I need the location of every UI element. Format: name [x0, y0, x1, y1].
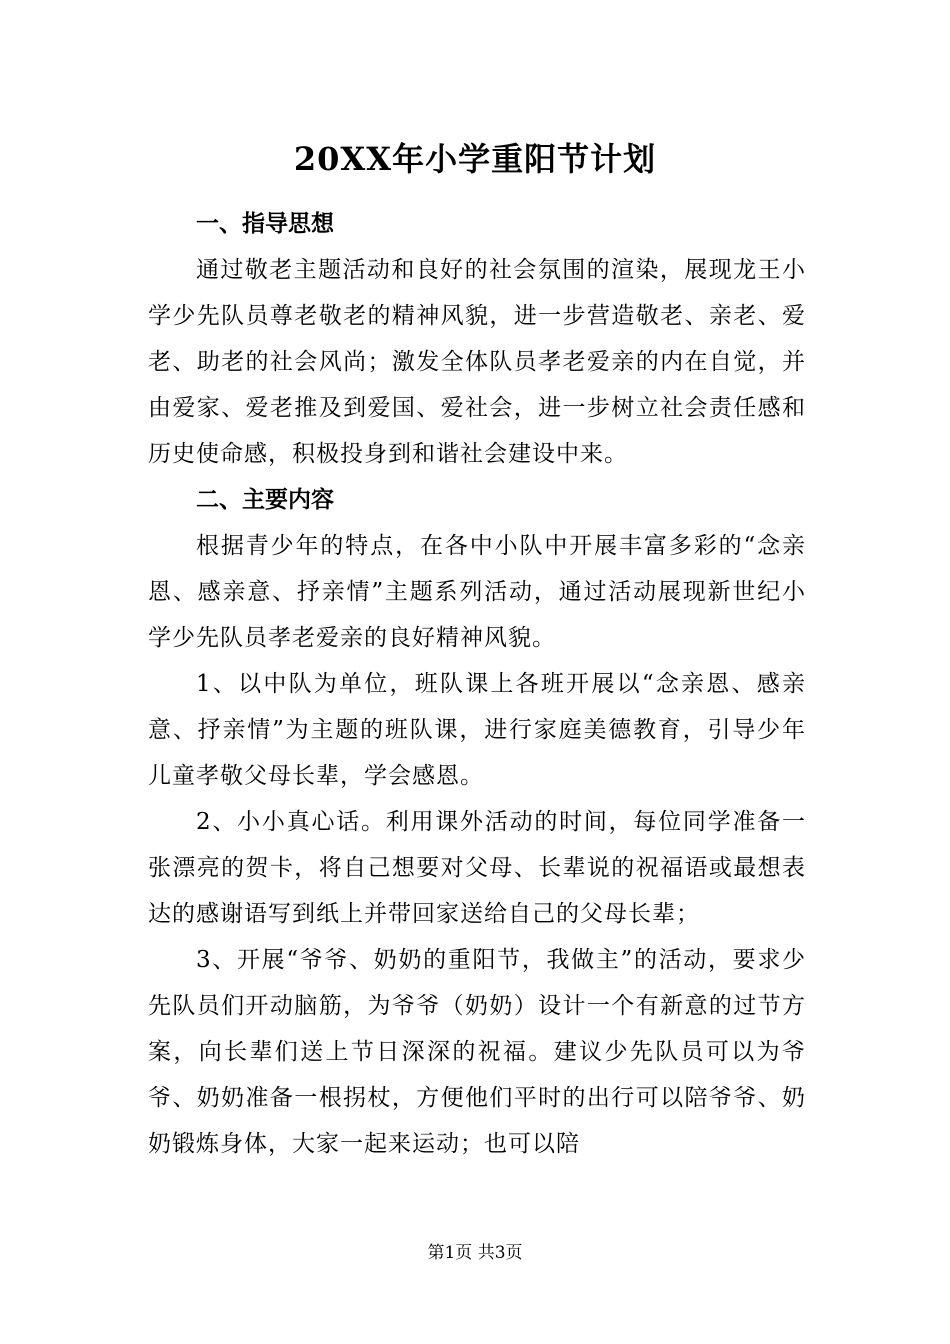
paragraph-item-1: 1、以中队为单位，班队课上各班开展以“念亲恩、感亲意、抒亲情”为主题的班队课，进行家庭美德教育，引导少年儿童孝敬父母长辈，学会感恩。: [148, 671, 806, 789]
section-heading: 二、主要内容: [196, 487, 334, 513]
document-title: 20XX年小学重阳节计划: [293, 140, 657, 178]
paragraph-item-2: 2、小小真心话。利用课外活动的时间，每位同学准备一张漂亮的贺卡，将自己想要对父母、长辈说的祝福语或最想表达的感谢语写到纸上并带回家送给自己的父母长辈；: [148, 809, 806, 927]
section-heading: 一、指导思想: [196, 211, 334, 237]
page-footer: 第1页 共3页: [427, 1243, 523, 1263]
document-body: [148, 201, 806, 1167]
paragraph-item-3: 3、开展“爷爷、奶奶的重阳节，我做主”的活动，要求少先队员们开动脑筋，为爷爷（奶奶）设计一个有新意的过节方案，向长辈们送上节日深深的祝福。建议少先队员可以为爷爷、奶奶准备一根拐杖，方便他们平时的出行可以陪爷爷、奶奶锻炼身体，大家一起来运动；也可以陪: [148, 947, 806, 1157]
section-main-content: [148, 477, 806, 1167]
paragraph: 根据青少年的特点，在各中小队中开展丰富多彩的“念亲恩、感亲意、抒亲情”主题系列活动，通过活动展现新世纪小学少先队员孝老爱亲的良好精神风貌。: [148, 533, 806, 651]
section-guiding-ideology: [148, 201, 806, 477]
paragraph: 通过敬老主题活动和良好的社会氛围的渲染，展现龙王小学少先队员尊老敬老的精神风貌，进一步营造敬老、亲老、爱老、助老的社会风尚；激发全体队员孝老爱亲的内在自觉，并由爱家、爱老推及到爱国、爱社会，进一步树立社会责任感和历史使命感，积极投身到和谐社会建设中来。: [148, 257, 806, 467]
